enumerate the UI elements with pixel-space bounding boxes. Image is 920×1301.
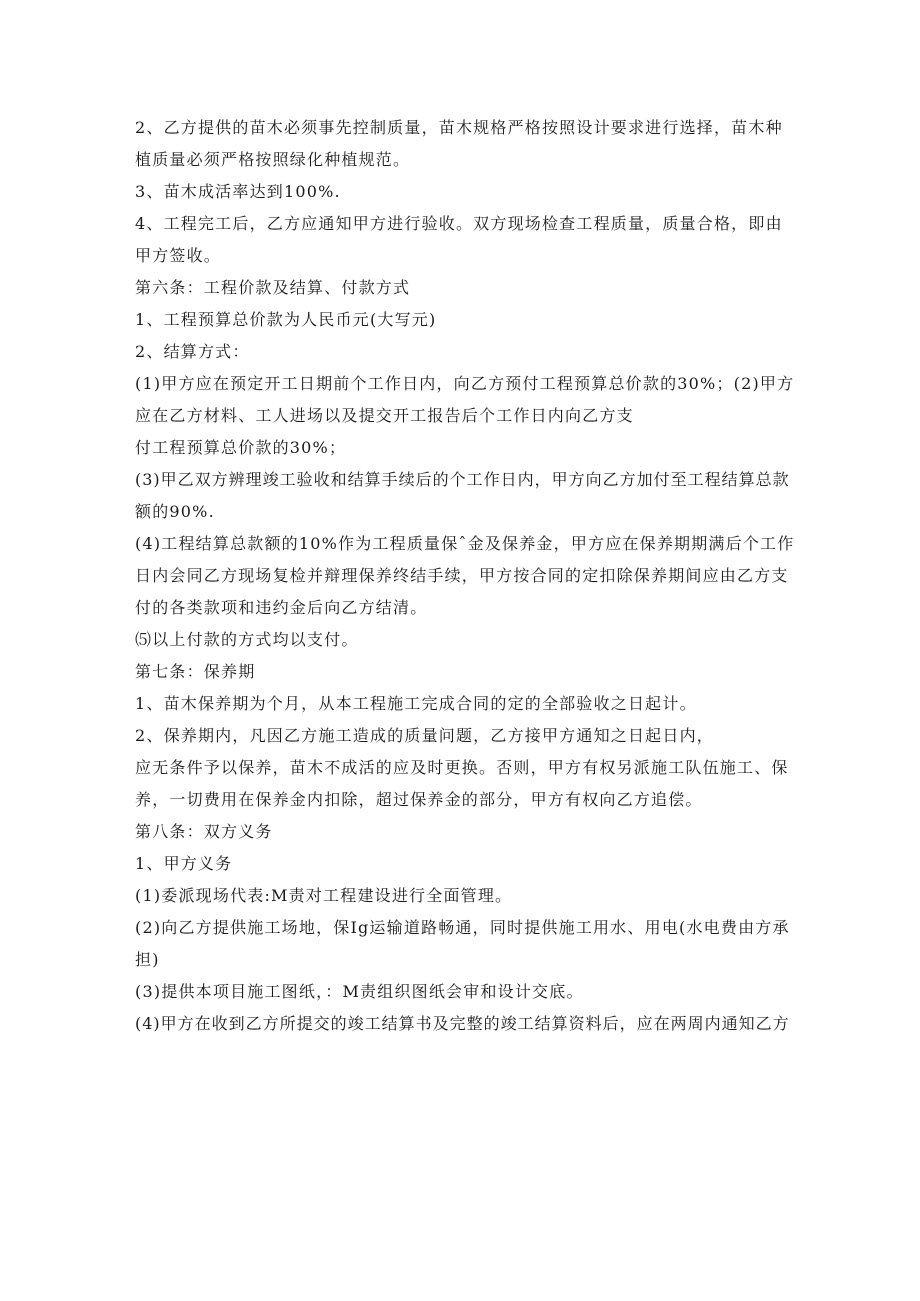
text-line: 应无条件予以保养，苗木不成活的应及时更换。否则，甲方有权另派施工队伍施工、保 — [135, 758, 789, 777]
text-line: 1、甲方义务 — [135, 854, 233, 873]
text-line: (2)向乙方提供施工场地，保Ig运输道路畅通，同时提供施工用水、用电(水电费由方承 — [135, 918, 790, 937]
text-line: 2、保养期内，凡因乙方施工造成的质量问题，乙方接甲方通知之日起日内， — [135, 726, 714, 745]
text-line: 应在乙方材料、工人进场以及提交开工报告后个工作日内向乙方支 — [135, 406, 634, 425]
text-line: 担) — [135, 950, 160, 969]
text-line: 额的90%. — [135, 502, 215, 521]
text-line: (3)甲乙双方辨理竣工验收和结算手续后的个工作日内，甲方向乙方加付至工程结算总款 — [135, 470, 790, 489]
text-line: 3、苗木成活率达到100%. — [135, 182, 341, 201]
text-line: (1)甲方应在预定开工日期前个工作日内，向乙方预付工程预算总价款的30%；(2)甲方 — [135, 374, 795, 393]
text-line: 养，一切费用在保养金内扣除，超过保养金的部分，甲方有权向乙方追偿。 — [135, 790, 703, 809]
text-line: 4、工程完工后，乙方应通知甲方进行验收。双方现场检查工程质量，质量合格，即由 — [135, 214, 783, 233]
text-line: 1、苗木保养期为个月，从本工程施工完成合同的定的全部验收之日起计。 — [135, 694, 697, 713]
section-heading: 第六条：工程价款及结算、付款方式 — [135, 278, 411, 297]
text-line: 1、工程预算总价款为人民币元(大写元) — [135, 310, 437, 329]
section-heading: 第八条：双方义务 — [135, 822, 273, 841]
text-line: 甲方签收。 — [135, 246, 222, 265]
text-line: 2、乙方提供的苗木必须事先控制质量，苗木规格严格按照设计要求进行选择，苗木种 — [135, 118, 783, 137]
contract-text — [135, 112, 795, 1040]
text-line: (4)工程结算总款额的10%作为工程质量保ˆ金及保养金，甲方应在保养期期满后个工作 — [135, 534, 795, 553]
text-line: 植质量必须严格按照绿化种植规范。 — [135, 150, 411, 169]
text-line: 付工程预算总价款的30%； — [135, 438, 347, 457]
text-line: 付的各类款项和违约金后向乙方结清。 — [135, 598, 428, 617]
text-line: 日内会同乙方现场复检并辩理保养终结手续，甲方按合同的定扣除保养期间应由乙方支 — [135, 566, 789, 585]
text-line: 2、结算方式： — [135, 342, 250, 361]
section-heading: 第七条：保养期 — [135, 662, 256, 681]
text-line: (4)甲方在收到乙方所提交的竣工结算书及完整的竣工结算资料后，应在两周内通知乙方 — [135, 1014, 790, 1033]
text-line: (3)提供本项目施工图纸，：M责组织图纸会审和设计交底。 — [135, 982, 584, 1001]
text-line: (1)委派现场代表:M责对工程建设进行全面管理。 — [135, 886, 513, 905]
text-line: ⑸以上付款的方式均以支付。 — [135, 630, 359, 649]
